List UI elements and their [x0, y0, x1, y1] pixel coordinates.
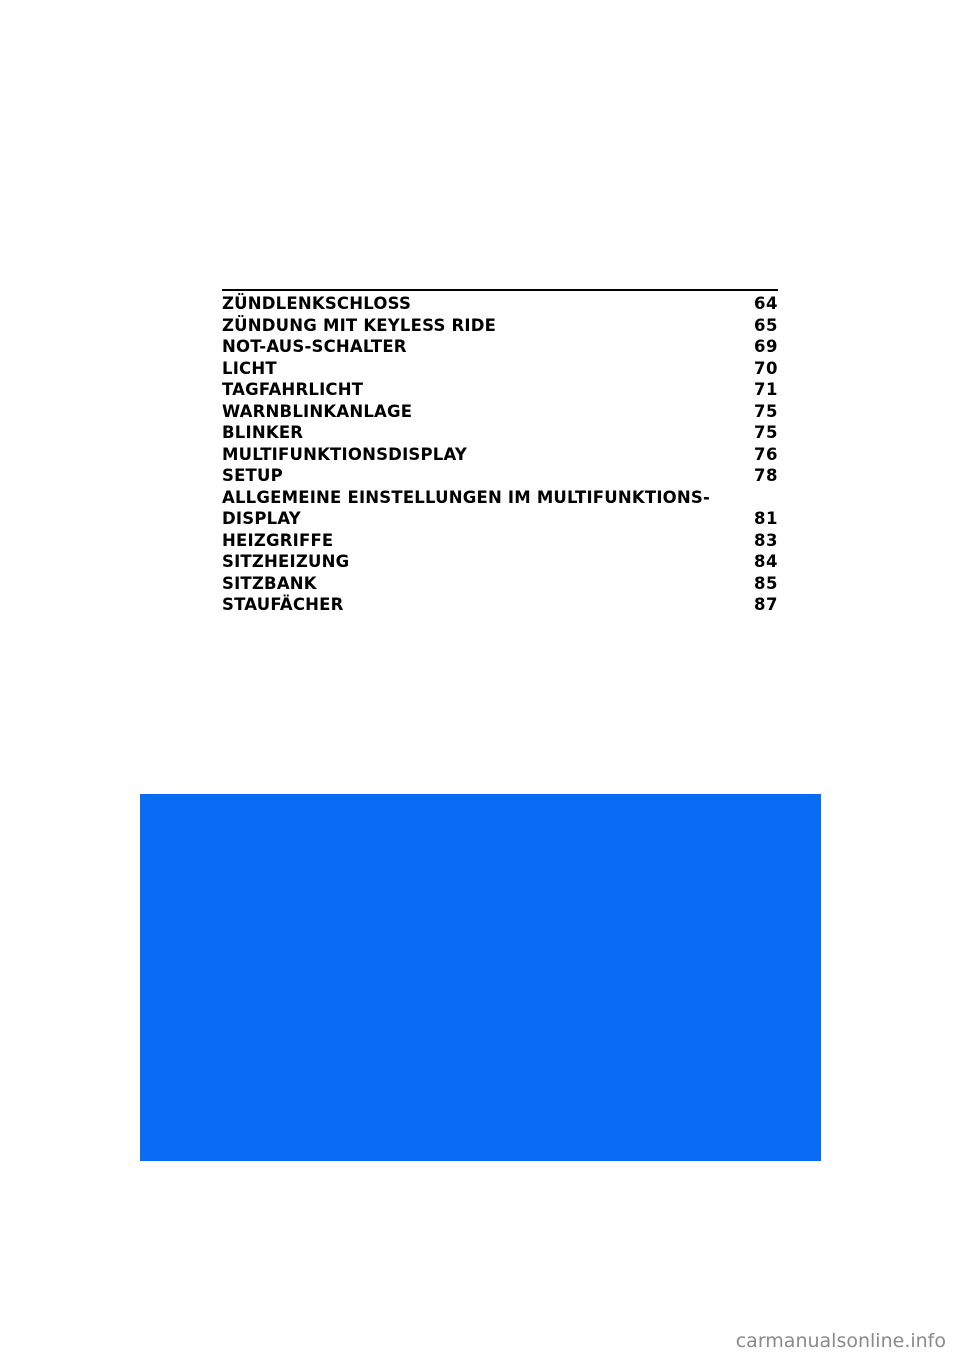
toc-entry-title: SITZBANK [222, 573, 317, 593]
toc-entry-page: 75 [754, 401, 778, 421]
toc-entry-title: BLINKER [222, 423, 304, 442]
table-of-contents [222, 289, 778, 616]
toc-entry-page: 84 [754, 552, 778, 571]
toc-entry-title: ALLGEMEINE EINSTELLUNGEN IM MULTIFUNKTIONS- [222, 487, 711, 507]
toc-entry[interactable] [222, 293, 778, 315]
toc-entry-title: TAGFAHRLICHT [222, 380, 364, 399]
toc-entry[interactable] [222, 487, 778, 509]
toc-entry-page: 71 [754, 380, 778, 399]
toc-entry-title: NOT-AUS-SCHALTER [222, 337, 407, 356]
toc-entry-title: STAUFÄCHER [222, 595, 344, 614]
toc-entry-title: MULTIFUNKTIONSDISPLAY [222, 444, 468, 464]
toc-entry-page: 78 [754, 466, 778, 485]
toc-entry[interactable] [222, 551, 778, 573]
toc-entry-title: ZÜNDLENKSCHLOSS [222, 294, 412, 313]
toc-entry-page: 70 [754, 358, 778, 378]
toc-entry[interactable] [222, 358, 778, 380]
toc-entry-page: 65 [754, 315, 778, 335]
toc-entry-title-continuation: DISPLAY [222, 509, 301, 528]
blue-panel [140, 794, 821, 1161]
toc-entry-page: 87 [754, 595, 778, 614]
toc-entry[interactable] [222, 594, 778, 616]
toc-entry-continuation[interactable] [222, 508, 778, 530]
toc-entry-page: 83 [754, 530, 778, 550]
toc-entry[interactable] [222, 315, 778, 337]
toc-entry-page: 76 [754, 444, 778, 464]
toc-entry[interactable] [222, 530, 778, 552]
toc-entry[interactable] [222, 379, 778, 401]
toc-entry-page: 85 [754, 573, 778, 593]
toc-entry-title: ZÜNDUNG MIT KEYLESS RIDE [222, 315, 497, 335]
toc-entry-title: WARNBLINKANLAGE [222, 401, 413, 421]
toc-entry[interactable] [222, 465, 778, 487]
toc-entry-page: 64 [754, 294, 778, 313]
toc-entry[interactable] [222, 336, 778, 358]
toc-entry-title: SETUP [222, 466, 283, 485]
toc-entry[interactable] [222, 422, 778, 444]
watermark[interactable]: carmanualsonline.info [735, 1330, 946, 1352]
toc-entry[interactable] [222, 401, 778, 423]
toc-entry-title: LICHT [222, 358, 277, 378]
toc-entry-page: 81 [754, 509, 778, 528]
toc-entry[interactable] [222, 573, 778, 595]
toc-entry-title: HEIZGRIFFE [222, 530, 334, 550]
toc-entry-title: SITZHEIZUNG [222, 552, 350, 571]
toc-entry-page: 75 [754, 423, 778, 442]
toc-entry-page: 69 [754, 337, 778, 356]
toc-entry[interactable] [222, 444, 778, 466]
